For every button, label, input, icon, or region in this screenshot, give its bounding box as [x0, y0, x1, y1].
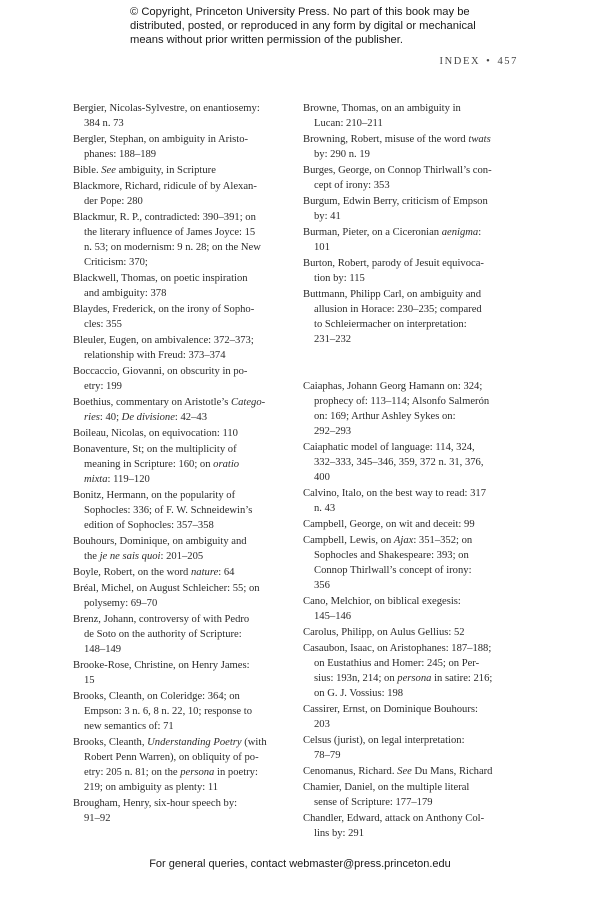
- section-title: INDEX: [439, 56, 481, 67]
- entry-continuation-line: 101: [314, 242, 330, 253]
- entry-heading-line: Cano, Melchior, on biblical exegesis:: [303, 596, 461, 607]
- entry-continuation-line: 400: [314, 472, 330, 483]
- index-entry: [73, 426, 293, 441]
- entry-continuation-line: 91–92: [84, 813, 111, 824]
- entry-heading-line: Bible. See ambiguity, in Scripture: [73, 165, 216, 176]
- entry-continuation-line: 332–333, 345–346, 359, 372 n. 31, 376,: [314, 457, 484, 468]
- index-column-right: [303, 101, 523, 842]
- entry-continuation-line: 15: [84, 675, 95, 686]
- entry-continuation-line: by: 290 n. 19: [314, 149, 370, 160]
- entry-heading-line: Browning, Robert, misuse of the word twats: [303, 134, 491, 145]
- entry-heading-line: Boethius, commentary on Aristotle’s Catego-: [73, 397, 266, 408]
- entry-heading-line: Bleuler, Eugen, on ambivalence: 372–373;: [73, 335, 254, 346]
- index-entry: [303, 702, 523, 732]
- page-number: 457: [497, 56, 518, 67]
- index-entry: [73, 271, 293, 301]
- entry-continuation-line: by: 41: [314, 211, 341, 222]
- entry-heading-line: Celsus (jurist), on legal interpretation:: [303, 735, 465, 746]
- entry-continuation-line: 292–293: [314, 426, 352, 437]
- entry-heading-line: Bouhours, Dominique, on ambiguity and: [73, 536, 247, 547]
- index-entry: [303, 517, 523, 532]
- index-entry: [303, 132, 523, 162]
- entry-continuation-line: de Soto on the authority of Scripture:: [84, 629, 242, 640]
- entry-heading-line: Browne, Thomas, on an ambiguity in: [303, 103, 461, 114]
- entry-heading-line: Blackmur, R. P., contradicted: 390–391; on: [73, 212, 256, 223]
- entry-heading-line: Calvino, Italo, on the best way to read: 317: [303, 488, 486, 499]
- entry-continuation-line: lins by: 291: [314, 828, 365, 839]
- entry-heading-line: Cenomanus, Richard. See Du Mans, Richard: [303, 766, 493, 777]
- entry-heading-line: Bergler, Stephan, on ambiguity in Aristo-: [73, 134, 249, 145]
- entry-continuation-line: etry: 199: [84, 381, 122, 392]
- entry-heading-line: Burman, Pieter, on a Ciceronian aenigma:: [303, 227, 482, 238]
- entry-heading-line: Caiaphatic model of language: 114, 324,: [303, 442, 475, 453]
- entry-heading-line: Cassirer, Ernst, on Dominique Bouhours:: [303, 704, 478, 715]
- entry-continuation-line: Lucan: 210–211: [314, 118, 383, 129]
- entry-heading-line: Campbell, Lewis, on Ajax: 351–352; on: [303, 535, 473, 546]
- copyright-line: means without prior written permission of the publisher.: [130, 34, 403, 46]
- index-entry: [73, 442, 293, 487]
- entry-continuation-line: prophecy of: 113–114; Alsonfo Salmerón: [314, 396, 490, 407]
- running-head: [439, 56, 518, 67]
- entry-heading-line: Bréal, Michel, on August Schleicher: 55; on: [73, 583, 260, 594]
- entry-continuation-line: edition of Sophocles: 357–358: [84, 520, 214, 531]
- entry-heading-line: Brooks, Cleanth, on Coleridge: 364; on: [73, 691, 240, 702]
- entry-continuation-line: 231–232: [314, 334, 352, 345]
- entry-continuation-line: phanes: 188–189: [84, 149, 157, 160]
- copyright-line: © Copyright, Princeton University Press. No part of this book may be: [130, 6, 470, 18]
- index-entry: [303, 625, 523, 640]
- entry-heading-line: Boileau, Nicolas, on equivocation: 110: [73, 428, 238, 439]
- entry-continuation-line: and ambiguity: 378: [84, 288, 167, 299]
- entry-continuation-line: to Schleiermacher on interpretation:: [314, 319, 467, 330]
- index-entry: [303, 811, 523, 841]
- index-entry: [303, 163, 523, 193]
- entry-heading-line: Chandler, Edward, attack on Anthony Col-: [303, 813, 485, 824]
- copyright-line: distributed, posted, or reproduced in any form by digital or mechanical: [130, 20, 476, 32]
- entry-continuation-line: 78–79: [314, 750, 341, 761]
- entry-continuation-line: Sophocles and Shakespeare: 393; on: [314, 550, 469, 561]
- entry-continuation-line: relationship with Freud: 373–374: [84, 350, 226, 361]
- index-entry: [303, 733, 523, 763]
- entry-heading-line: Chamier, Daniel, on the multiple literal: [303, 782, 470, 793]
- index-entry: [73, 658, 293, 688]
- index-entry: [73, 689, 293, 734]
- entry-heading-line: Campbell, George, on wit and deceit: 99: [303, 519, 475, 530]
- entry-continuation-line: 148–149: [84, 644, 122, 655]
- entry-continuation-line: Empson: 3 n. 6, 8 n. 22, 10; response to: [84, 706, 253, 717]
- index-entry: [303, 764, 523, 779]
- copyright-notice: [130, 5, 490, 47]
- entry-heading-line: Carolus, Philipp, on Aulus Gellius: 52: [303, 627, 465, 638]
- entry-continuation-line: n. 53; on modernism: 9 n. 28; on the New: [84, 242, 261, 253]
- index-entry: [73, 210, 293, 270]
- entry-heading-line: Bergier, Nicolas-Sylvestre, on enantiosemy:: [73, 103, 260, 114]
- entry-heading-line: Blackmore, Richard, ridicule of by Alexan-: [73, 181, 257, 192]
- index-entry: [73, 302, 293, 332]
- entry-heading-line: Brooke-Rose, Christine, on Henry James:: [73, 660, 250, 671]
- entry-continuation-line: der Pope: 280: [84, 196, 143, 207]
- letter-gap: [303, 348, 523, 379]
- index-entry: [303, 641, 523, 701]
- entry-continuation-line: Connop Thirlwall’s concept of irony:: [314, 565, 472, 576]
- index-entry: [303, 225, 523, 255]
- index-entry: [303, 533, 523, 593]
- entry-continuation-line: n. 43: [314, 503, 336, 514]
- entry-heading-line: Brenz, Johann, controversy of with Pedro: [73, 614, 250, 625]
- entry-continuation-line: allusion in Horace: 230–235; compared: [314, 304, 482, 315]
- entry-continuation-line: etry: 205 n. 81; on the persona in poetry:: [84, 767, 258, 778]
- index-entry: [303, 287, 523, 347]
- entry-heading-line: Burgum, Edwin Berry, criticism of Empson: [303, 196, 488, 207]
- entry-continuation-line: on: 169; Arthur Ashley Sykes on:: [314, 411, 456, 422]
- entry-heading-line: Brougham, Henry, six-hour speech by:: [73, 798, 238, 809]
- separator-bullet: •: [486, 56, 492, 67]
- index-column-left: [73, 101, 293, 827]
- index-entry: [303, 379, 523, 439]
- entry-continuation-line: 356: [314, 580, 330, 591]
- entry-continuation-line: sense of Scripture: 177–179: [314, 797, 433, 808]
- entry-continuation-line: on G. J. Vossius: 198: [314, 688, 404, 699]
- entry-continuation-line: Criticism: 370;: [84, 257, 148, 268]
- index-entry: [73, 565, 293, 580]
- entry-continuation-line: sius: 193n, 214; on persona in satire: 216;: [314, 673, 493, 684]
- entry-heading-line: Bonaventure, St; on the multiplicity of: [73, 444, 237, 455]
- index-entry: [73, 735, 293, 795]
- index-entry: [303, 256, 523, 286]
- entry-heading-line: Burges, George, on Connop Thirlwall’s con-: [303, 165, 492, 176]
- index-group-c: [303, 379, 523, 841]
- entry-continuation-line: on Eustathius and Homer: 245; on Per-: [314, 658, 480, 669]
- index-entry: [73, 612, 293, 657]
- entry-continuation-line: ries: 40; De divisione: 42–43: [84, 412, 207, 423]
- footer-contact: For general queries, contact webmaster@press.princeton.edu: [149, 858, 451, 870]
- entry-heading-line: Casaubon, Isaac, on Aristophanes: 187–188;: [303, 643, 492, 654]
- entry-heading-line: Caiaphas, Johann Georg Hamann on: 324;: [303, 381, 483, 392]
- entry-heading-line: Buttmann, Philipp Carl, on ambiguity and: [303, 289, 482, 300]
- index-entry: [73, 534, 293, 564]
- index-entry: [303, 440, 523, 485]
- entry-continuation-line: polysemy: 69–70: [84, 598, 158, 609]
- index-entry: [73, 364, 293, 394]
- entry-continuation-line: 145–146: [314, 611, 352, 622]
- index-entry: [73, 796, 293, 826]
- index-entry: [303, 594, 523, 624]
- index-entry: [73, 581, 293, 611]
- entry-continuation-line: Sophocles: 336; of F. W. Schneidewin’s: [84, 505, 253, 516]
- index-entry: [303, 780, 523, 810]
- entry-continuation-line: the je ne sais quoi: 201–205: [84, 551, 204, 562]
- entry-heading-line: Bonitz, Hermann, on the popularity of: [73, 490, 236, 501]
- index-entry: [73, 179, 293, 209]
- entry-continuation-line: meaning in Scripture: 160; on oratio: [84, 459, 240, 470]
- index-entry: [303, 101, 523, 131]
- index-entry: [73, 333, 293, 363]
- entry-continuation-line: new semantics of: 71: [84, 721, 174, 732]
- entry-continuation-line: the literary influence of James Joyce: 15: [84, 227, 256, 238]
- index-entry: [73, 395, 293, 425]
- entry-continuation-line: tion by: 115: [314, 273, 365, 284]
- entry-heading-line: Blackwell, Thomas, on poetic inspiration: [73, 273, 248, 284]
- entry-heading-line: Boyle, Robert, on the word nature: 64: [73, 567, 235, 578]
- entry-heading-line: Boccaccio, Giovanni, on obscurity in po-: [73, 366, 248, 377]
- entry-heading-line: Burton, Robert, parody of Jesuit equivoca-: [303, 258, 484, 269]
- entry-continuation-line: Robert Penn Warren), on obliquity of po-: [84, 752, 259, 763]
- index-entry: [73, 101, 293, 131]
- index-entry: [303, 486, 523, 516]
- entry-continuation-line: 219; on ambiguity as plenty: 11: [84, 782, 219, 793]
- entry-continuation-line: cles: 355: [84, 319, 122, 330]
- entry-continuation-line: cept of irony: 353: [314, 180, 390, 191]
- entry-continuation-line: 384 n. 73: [84, 118, 124, 129]
- index-group-b: [303, 101, 523, 347]
- index-entry: [303, 194, 523, 224]
- entry-heading-line: Brooks, Cleanth, Understanding Poetry (with: [73, 737, 267, 748]
- entry-continuation-line: 203: [314, 719, 330, 730]
- index-entry: [73, 488, 293, 533]
- index-entry: [73, 132, 293, 162]
- index-entry: [73, 163, 293, 178]
- entry-heading-line: Blaydes, Frederick, on the irony of Sopho-: [73, 304, 255, 315]
- entry-continuation-line: mixta: 119–120: [84, 474, 150, 485]
